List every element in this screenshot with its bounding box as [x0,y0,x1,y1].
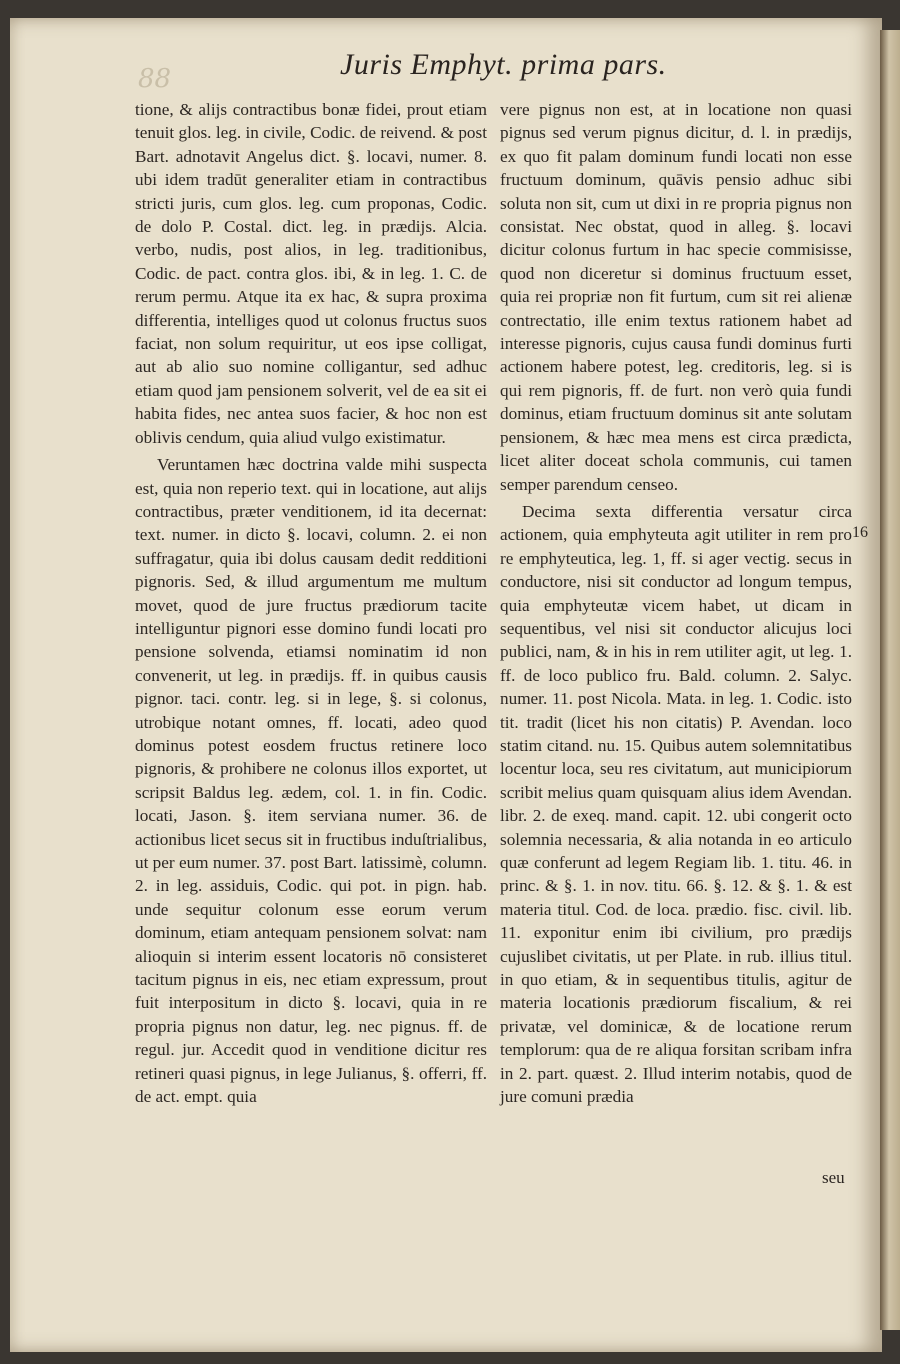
paragraph: tione, & alijs contractibus bonæ fidei, prout etiam tenuit glos. leg. in civile, Codic. de reivend. & post Bart. adnotavit Angelus dict. §. locavi, numer. 8. ubi idem tradūt generaliter etiam in contractibus stricti juris, cum glos. leg. cum proponas, Codic. de dolo P. Costal. dict. leg. in prædijs. Alcia. verbo, nudis, post alios, in leg. traditionibus, Codic. de pact. contra glos. ibi, & in leg. 1. C. de rerum permu. Atque ita ex hac, & supra proxima differentia, intelliges quod ut colonus fructus suos faciat, non solum requiritur, ut eos ipse colligat, aut ab alio suo nomine colligantur, sed adhuc etiam quod jam pensionem solverit, vel de ea sit ei habita fides, nec antea suos facier, & hoc non est oblivis cendum, quia aliud vulgo existimatur. [135,100,487,447]
running-header: Juris Emphyt. prima pars. [340,48,667,81]
page-edge [880,30,900,1330]
catchword: seu [822,1168,845,1187]
paragraph: vere pignus non est, at in locatione non quasi pignus sed verum pignus dicitur, d. l. in prædijs, ex quo fit palam dominum fundi locati non esse fructuum dominum, quāvis pensio adhuc sibi soluta non sit, cum ut dixi in re propria pignus non consistat. Nec obstat, quod in alleg. §. locavi dicitur colonus furtum in hac specie commisisse, quod non diceretur si dominus fructuum esset, quia rei propriæ non fit furtum, cum sit rei alienæ contrectatio, ille enim textus rationem habet ad interesse pignoris, cujus causa fundi dominus furti actionem habere potest, leg. creditoris, leg. si is qui rem pignoris, ff. de furt. non verò quia fundi dominus, etiam fructuum dominus sit ante solutam pensionem, & hæc mea mens est circa prædicta, licet aliter doceat schola communis, cui tamen semper parendum censeo. [500,100,852,494]
margin-number: 16 [852,524,868,541]
paragraph: Decima sexta differentia versatur circa actionem, quia emphyteuta agit utiliter in rem pro re emphyteutica, leg. 1, ff. si ager vectig. secus in conductore, nisi sit conductor ad longum tempus, quia emphyteutæ vicem habet, ut dicam in sequentibus, vel nisi sit conductor alicujus loci publici, nam, & in his in rem utiliter agit, ut leg. 1. ff. de loco publico fru. Bald. column. 2. Salyc. numer. 11. post Nicola. Mata. in leg. 1. Codic. isto tit. tradit (licet his non citatis) P. Avendan. loco statim citand. nu. 15. Quibus autem solemnitatibus locentur loca, seu res civitatum, aut municipiorum scribit melius quam quisquam alius idem Avendan. libr. 2. de exeq. mand. capit. 12. ubi congerit octo solemnia necessaria, & alia notanda in eo articulo quæ conferunt ad legem Regiam lib. 1. titu. 46. in princ. & §. 1. in nov. titu. 66. §. 12. & §. 1. & est materia titul. Cod. de loca. prædio. fisc. civil. lib. 11. exponitur enim ibi civilium, pro prædijs cujuslibet civitatis, ut per Plate. in rub. illius titul. in quo etiam, & in sequentibus titulis, agitur de materia locationis prædiorum fiscalium, & rei privatæ, vel dominicæ, & de locatione rerum templorum: qua de re aliqua forsitan scribam infra in 2. part. quæst. 2. Illud interim notabis, quod de jure comuni prædia [500,501,852,1107]
paragraph: Veruntamen hæc doctrina valde mihi suspecta est, quia non reperio text. qui in locatione, aut alijs contractibus, præter venditionem, id ita decernat: text. numer. in dicto §. locavi, column. 2. ei non suffragatur, quia ibi dolus causam dedit redditioni pignoris. Sed, & illud argumentum me multum movet, quod de jure fructus prædiorum tacite intelliguntur pignori esse domino fundi locati pro pensione solvenda, etiamsi nominatim id non convenerit, ut leg. in prædijs. ff. in quibus causis pignor. taci. contr. leg. si in lege, §. si colonus, utrobique notant omnes, ff. locati, adeo quod dominus potest eosdem fructus retinere loco pignoris, & prohibere ne colonus illos exportet, ut scripsit Baldus leg. ædem, col. 1. in fin. Codic. locati, Jason. §. item serviana numer. 36. de actionibus licet secus sit in fructibus induſtrialibus, ut per eum numer. 37. post Bart. latissimè, column. 2. in leg. assiduis, Codic. qui pot. in pign. hab. unde sequitur colonum esse eorum verum dominum, etiam antequam pensionem solvat: nam alioquin si interim essent locatoris nō consisteret tacitum pignus in eis, nec etiam expressum, prout fuit interpositum in dicto §. locavi, quia in re propria pignus non datur, leg. nec pignus. ff. de regul. jur. Accedit quod in venditione dicitur res retineri quasi pignus, in lege Julianus, §. offerri, ff. de act. empt. quia [135,455,487,1107]
right-column [500,98,852,1112]
folio-number: 88 [138,64,172,94]
left-column [135,98,487,1112]
